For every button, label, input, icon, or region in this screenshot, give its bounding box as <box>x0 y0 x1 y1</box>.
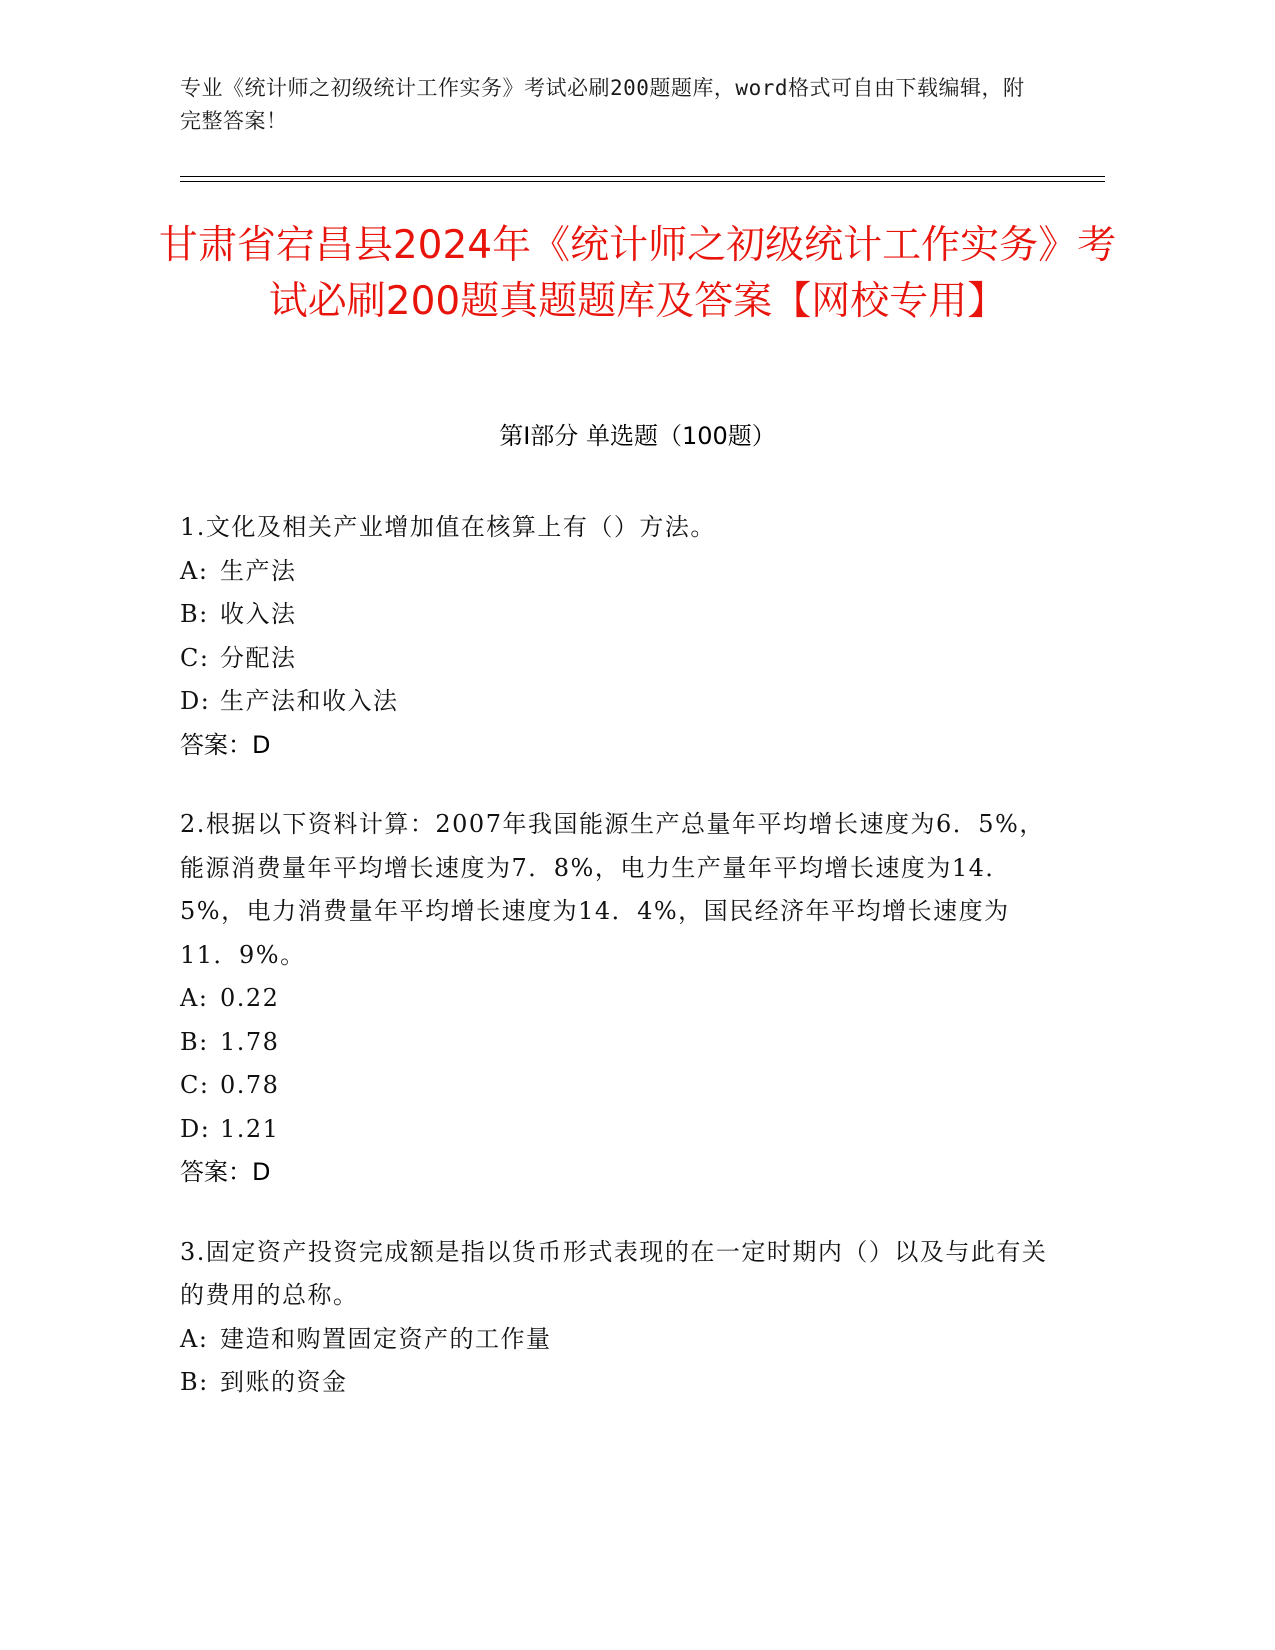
question-3 <box>180 1231 1050 1405</box>
question-stem: 3.固定资产投资完成额是指以货币形式表现的在一定时期内（）以及与此有关的费用的总称。 <box>180 1237 1048 1309</box>
question-1 <box>180 506 1050 767</box>
option-key: B: <box>180 1368 209 1396</box>
option-c <box>180 637 1050 681</box>
option-b <box>180 1021 1050 1065</box>
option-text: 0.78 <box>220 1071 280 1099</box>
question-stem: 2.根据以下资料计算：2007年我国能源生产总量年平均增长速度为6．5%，能源消费量年平均增长速度为7．8%，电力生产量年平均增长速度为14．5%，电力消费量年平均增长速度为14．4%，国民经济年平均增长速度为11．9%。 <box>180 810 1045 969</box>
option-d <box>180 1108 1050 1152</box>
answer-line: 答案：D <box>180 730 271 759</box>
answer-line: 答案：D <box>180 1158 271 1186</box>
option-text: 0.22 <box>220 984 280 1012</box>
option-text: 1.21 <box>220 1114 280 1143</box>
option-c <box>180 1064 1050 1108</box>
option-key: A: <box>180 556 209 585</box>
option-b <box>180 1361 1050 1405</box>
question-list <box>180 506 1050 1441</box>
option-key: A: <box>180 1324 209 1353</box>
option-text: 1.78 <box>220 1027 280 1056</box>
header-divider-top <box>180 176 1105 177</box>
option-key: A: <box>180 984 209 1012</box>
option-key: C: <box>180 1071 210 1099</box>
option-a <box>180 977 1050 1021</box>
option-text: 收入法 <box>220 600 297 628</box>
header-divider-bottom <box>180 181 1105 182</box>
option-text: 分配法 <box>220 643 297 672</box>
section-heading: 第Ⅰ部分 单选题（100题） <box>499 422 776 450</box>
option-key: C: <box>180 643 210 672</box>
option-text: 到账的资金 <box>220 1368 348 1396</box>
option-a <box>180 550 1050 594</box>
option-key: D: <box>180 1114 211 1143</box>
header-note: 专业《统计师之初级统计工作实务》考试必刷200题题库，word格式可自由下载编辑，附完整答案！ <box>180 76 1025 133</box>
option-key: B: <box>180 1027 209 1056</box>
option-text: 建造和购置固定资产的工作量 <box>220 1324 552 1353</box>
question-2 <box>180 803 1050 1195</box>
option-key: D: <box>180 687 211 715</box>
option-text: 生产法 <box>220 556 297 585</box>
question-stem: 1.文化及相关产业增加值在核算上有（）方法。 <box>180 513 716 541</box>
option-key: B: <box>180 600 209 628</box>
document-title: 甘肃省宕昌县2024年《统计师之初级统计工作实务》考试必刷200题真题题库及答案【网校专用】 <box>158 223 1117 324</box>
option-text: 生产法和收入法 <box>220 687 399 715</box>
option-d <box>180 680 1050 724</box>
option-a <box>180 1318 1050 1362</box>
option-b <box>180 593 1050 637</box>
